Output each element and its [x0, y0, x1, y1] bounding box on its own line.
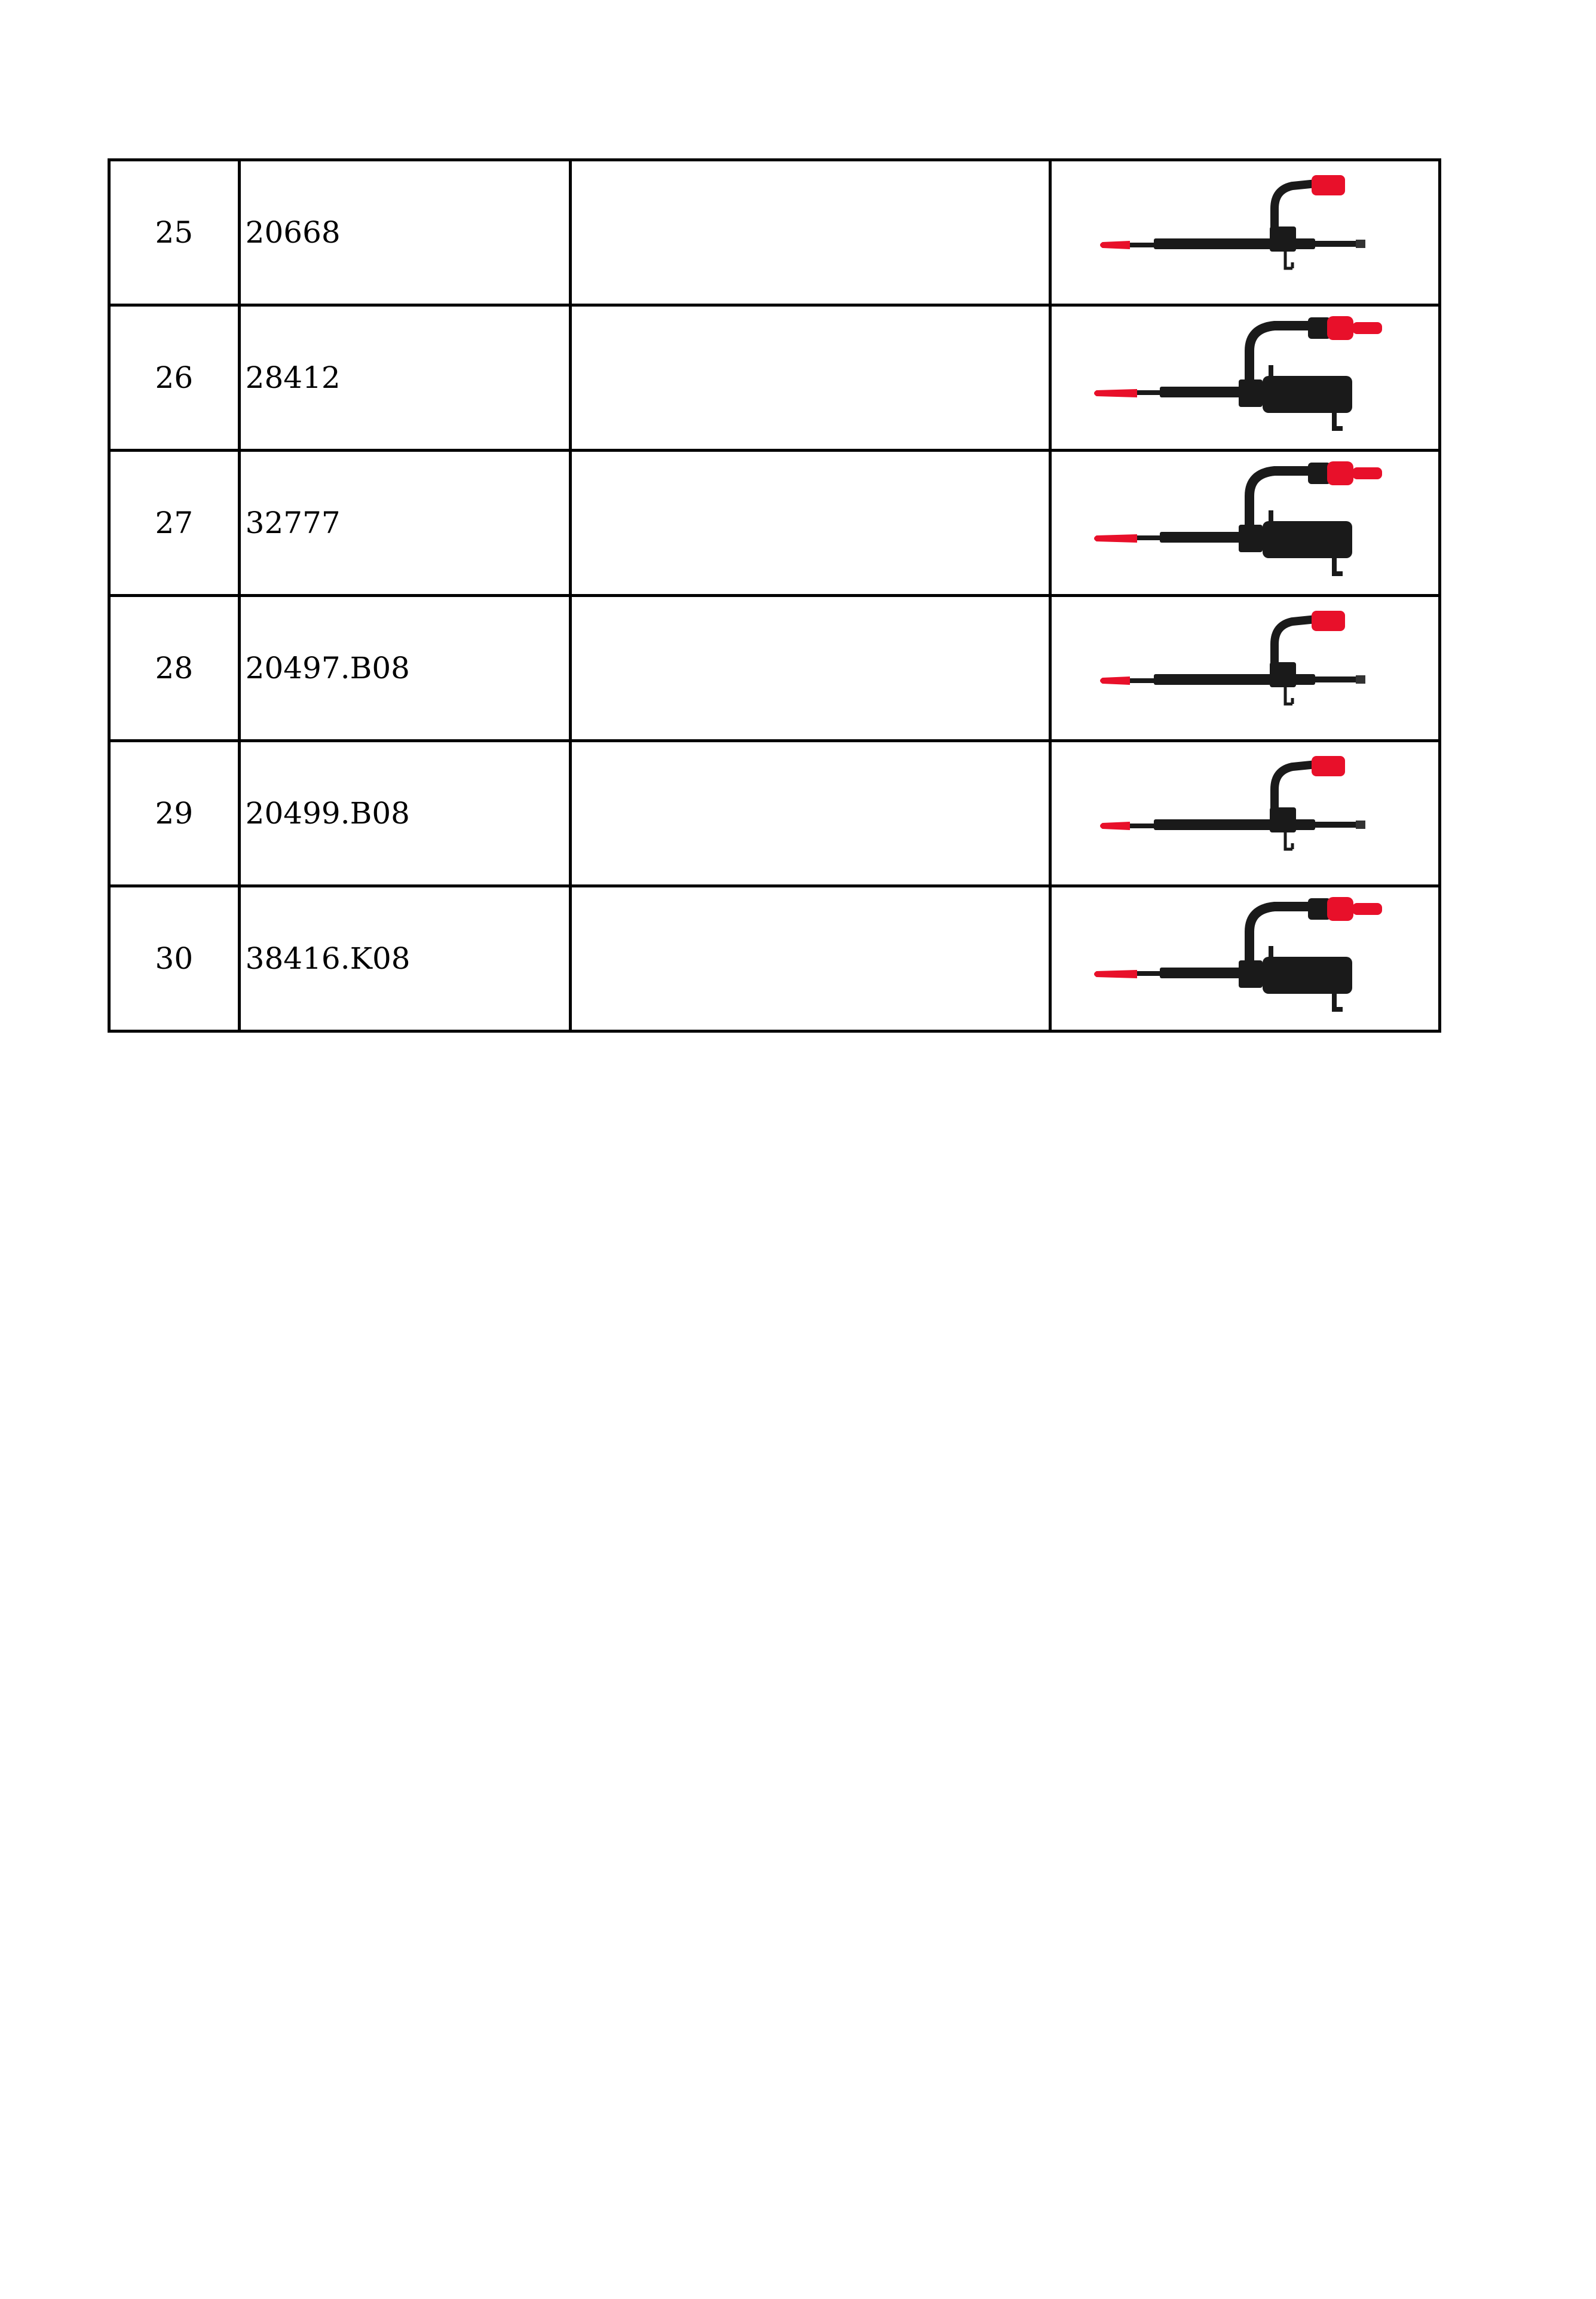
- part-image-cell: [1050, 160, 1439, 305]
- part-code: 20668: [239, 160, 571, 305]
- row-number: 30: [109, 886, 240, 1031]
- empty-cell: [571, 596, 1050, 741]
- injector-type-a-icon: [1095, 608, 1394, 728]
- part-image-cell: [1050, 741, 1439, 886]
- part-code: 38416.K08: [239, 886, 571, 1031]
- table-row: [109, 160, 1440, 305]
- part-image-cell: [1050, 305, 1439, 451]
- injector-type-b-icon: [1089, 896, 1400, 1021]
- part-code: 28412: [239, 305, 571, 451]
- row-number: 29: [109, 741, 240, 886]
- table-row: [109, 596, 1440, 741]
- part-code: 20499.B08: [239, 741, 571, 886]
- empty-cell: [571, 451, 1050, 596]
- empty-cell: [571, 886, 1050, 1031]
- part-image-cell: [1050, 451, 1439, 596]
- table-row: [109, 741, 1440, 886]
- row-number: 25: [109, 160, 240, 305]
- part-code: 20497.B08: [239, 596, 571, 741]
- empty-cell: [571, 741, 1050, 886]
- row-number: 27: [109, 451, 240, 596]
- injector-type-b-icon: [1089, 460, 1400, 586]
- injector-type-a-icon: [1095, 173, 1394, 292]
- part-code: 32777: [239, 451, 571, 596]
- injector-type-a-icon: [1095, 754, 1394, 873]
- empty-cell: [571, 305, 1050, 451]
- part-image-cell: [1050, 886, 1439, 1031]
- row-number: 28: [109, 596, 240, 741]
- table-row: [109, 305, 1440, 451]
- parts-table: [108, 158, 1441, 1033]
- row-number: 26: [109, 305, 240, 451]
- injector-type-b-icon: [1089, 315, 1400, 440]
- table-row: [109, 451, 1440, 596]
- table-row: [109, 886, 1440, 1031]
- empty-cell: [571, 160, 1050, 305]
- part-image-cell: [1050, 596, 1439, 741]
